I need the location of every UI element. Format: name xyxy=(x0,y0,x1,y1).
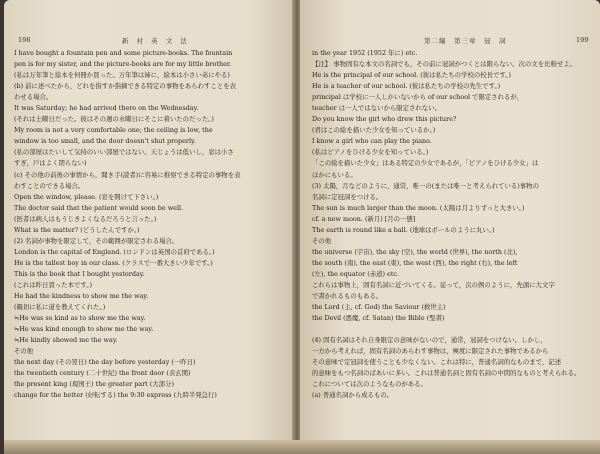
text-line: すぎ，戸はよく閉らない) xyxy=(14,159,87,168)
text-line: わせる場合。 xyxy=(14,93,53,102)
text-line: This is the book that I bought yesterday. xyxy=(14,269,145,278)
running-title-left: 新 村 英 文 法 xyxy=(122,37,190,45)
text-line: My room is not a very comfortable one; the ceiling is low, the xyxy=(14,126,213,135)
text-line: 一方から考えれば，固有名詞のあらわす事物は，極度に限定された事物であるから xyxy=(312,347,549,356)
text-line: principal は学校に一人しかいないから of our school で限定されるが， xyxy=(312,93,524,102)
text-line: Do you know the girl who drew this picture? xyxy=(312,115,457,124)
page-number-right: 199 xyxy=(576,36,589,44)
text-line: (それは土曜日だった。彼はその週の水曜日にそこに着いたのだった。) xyxy=(14,115,214,124)
text-line: What is the matter? (どうしたんですか。) xyxy=(14,225,140,234)
page-edges xyxy=(4,440,600,454)
text-line: The doctor said that the patient would soon be well. xyxy=(14,203,184,212)
text-line: He had the kindness to show me the way. xyxy=(14,292,149,301)
text-line: わすことのできる場合。 xyxy=(14,181,85,190)
book-spread xyxy=(4,0,600,454)
text-line: その他 xyxy=(312,236,332,245)
text-line: ほかにもいる。 xyxy=(312,170,357,179)
text-line xyxy=(312,324,594,335)
text-line: the Devil (悪魔, cf. Satan) the Bible (聖書) xyxy=(312,314,445,323)
text-line: 名詞に定冠詞をつける。 xyxy=(312,192,383,201)
page-number-left: 198 xyxy=(18,36,31,44)
text-line: I know a girl who can play the piano. xyxy=(312,137,432,146)
text-line: window is too small, and the door doesn't shut properly. xyxy=(14,137,196,146)
text-line: (君はこの絵を描いた少女を知っているか。) xyxy=(312,126,436,135)
text-line: It was Saturday; he had arrived there on the Wednesday. xyxy=(14,104,199,113)
text-line: ≒He was kind enough to show me the way. xyxy=(14,325,154,334)
text-line: the next day (その翌日) the day before yesterday (一昨日) xyxy=(14,358,196,367)
left-page xyxy=(4,0,294,440)
text-line: Open the window, please. (窓を開けて下さい。) xyxy=(14,192,159,201)
text-line: The sun is much larger than the moon. (太陽は月よりずっと大きい。) xyxy=(312,203,525,212)
text-line: (親切に私に道を教えてくれた。) xyxy=(14,303,106,312)
text-line: (3) 太陽，月などのように，通常，唯一の(または唯一と考えられている)事物の xyxy=(312,181,539,190)
text-line: 【注】 事物固有な本文の名詞でも，その前に冠詞がつくとは限らない。次の文を比較せよ。 xyxy=(312,60,577,69)
text-line: (a) 普通名詞から成るもの。 xyxy=(312,391,393,400)
text-line: ≒He was so kind as to show me the way. xyxy=(14,314,146,323)
text-line: 的意味をもつ名詞のばあいに多い。これは普通名詞と固有名詞の中間的なものと考えられる。 xyxy=(312,369,581,378)
text-line: change for the better (好転する) the 9:30 express (九時半発急行) xyxy=(14,391,217,400)
text-line: (2) 名詞が事物を限定して，その範囲が限定される場合。 xyxy=(14,236,179,245)
text-line: (c) その他の前後の事情から，聞き手(読者)に容易に推察できる特定の事物を表 xyxy=(14,170,241,179)
text-line: He is the principal of our school. (彼は私たちの学校の校長です。) xyxy=(312,71,511,80)
text-line: (私は万年筆と絵本を何冊か買った。万年筆は姉に，絵本は小さい弟にやる) xyxy=(14,71,230,80)
text-line: teacher は一人ではないから限定されない。 xyxy=(312,104,441,113)
text-line: (左), the equator (赤道) etc. xyxy=(312,269,399,278)
text-line: I have bought a fountain pen and some picture-books. The fountain xyxy=(14,49,233,57)
text-line: (これは昨日買った本です。) xyxy=(14,280,92,289)
text-line: で書かれるものもある。 xyxy=(312,292,383,301)
right-page-text xyxy=(312,48,594,402)
text-line: the Lord (主, cf. God) the Saviour (救世主) xyxy=(312,303,446,312)
text-line: He is a teacher of our school. (彼は私たちの学校の先生です。) xyxy=(312,82,501,91)
text-line: The earth is round like a ball. (地球はボールのように丸い。) xyxy=(312,225,495,234)
text-line: その意味で定冠詞を使うことも少なくない。これは特に，普通名詞的なものまで，記述 xyxy=(312,358,562,367)
text-line: cf. a new moon. (新月) [月の一態] xyxy=(312,214,416,223)
text-line: pen is for my sister, and the picture-books are for my little brother. xyxy=(14,60,232,69)
text-line: これについては次のようなものがある。 xyxy=(312,380,427,389)
text-line: (医者は病人はもうじきよくなるだろうと言った。) xyxy=(14,214,157,223)
text-line: (4) 固有名詞はそれ自身限定の意味がないので，通常，冠詞をつけない。しかし， xyxy=(312,336,547,345)
text-line: これらは事物上，固有名詞に近づいてくる。従って，次の例のように，先頭に大文字 xyxy=(312,280,555,289)
text-line: 「この絵を描いた少女」はある特定の少女であるが，「ピアノをひける少女」は xyxy=(312,159,539,168)
left-page-text xyxy=(14,48,286,402)
text-line: (私の部屋はたいして気持のいい部屋ではない。天じょうは低いし，窓は小さ xyxy=(14,148,234,157)
text-line: London is the capital of England. (ロンドンは英国の首府である。) xyxy=(14,247,215,256)
text-line: ≒He kindly showed me the way. xyxy=(14,336,118,345)
text-line: (私はピアノをひける少女を知っている。) xyxy=(312,148,429,157)
text-line: the universe (宇宙), the sky (空), the world (世界), the north (北), xyxy=(312,247,518,256)
text-line: (b) 前に述べたから，どれを指すか指摘できる特定の事物をあらわすことを表 xyxy=(14,82,236,91)
text-line: in the year 1952 (1952 年に) etc. xyxy=(312,49,418,57)
text-line: the present king (現国王) the greater part (大部分) xyxy=(14,380,174,389)
text-line: He is the tallest boy in our class. (クラスで一番大きい少年です。) xyxy=(14,258,213,267)
right-page xyxy=(300,0,600,440)
text-line: その他 xyxy=(14,347,34,356)
text-line: the twentieth century (二十世紀) the front door (表玄関) xyxy=(14,369,191,378)
running-title-right: 第二編 第三章 冠 詞 xyxy=(424,37,507,45)
text-line: the south (南), the east (東), the west (西), the right (右), the left xyxy=(312,258,518,267)
